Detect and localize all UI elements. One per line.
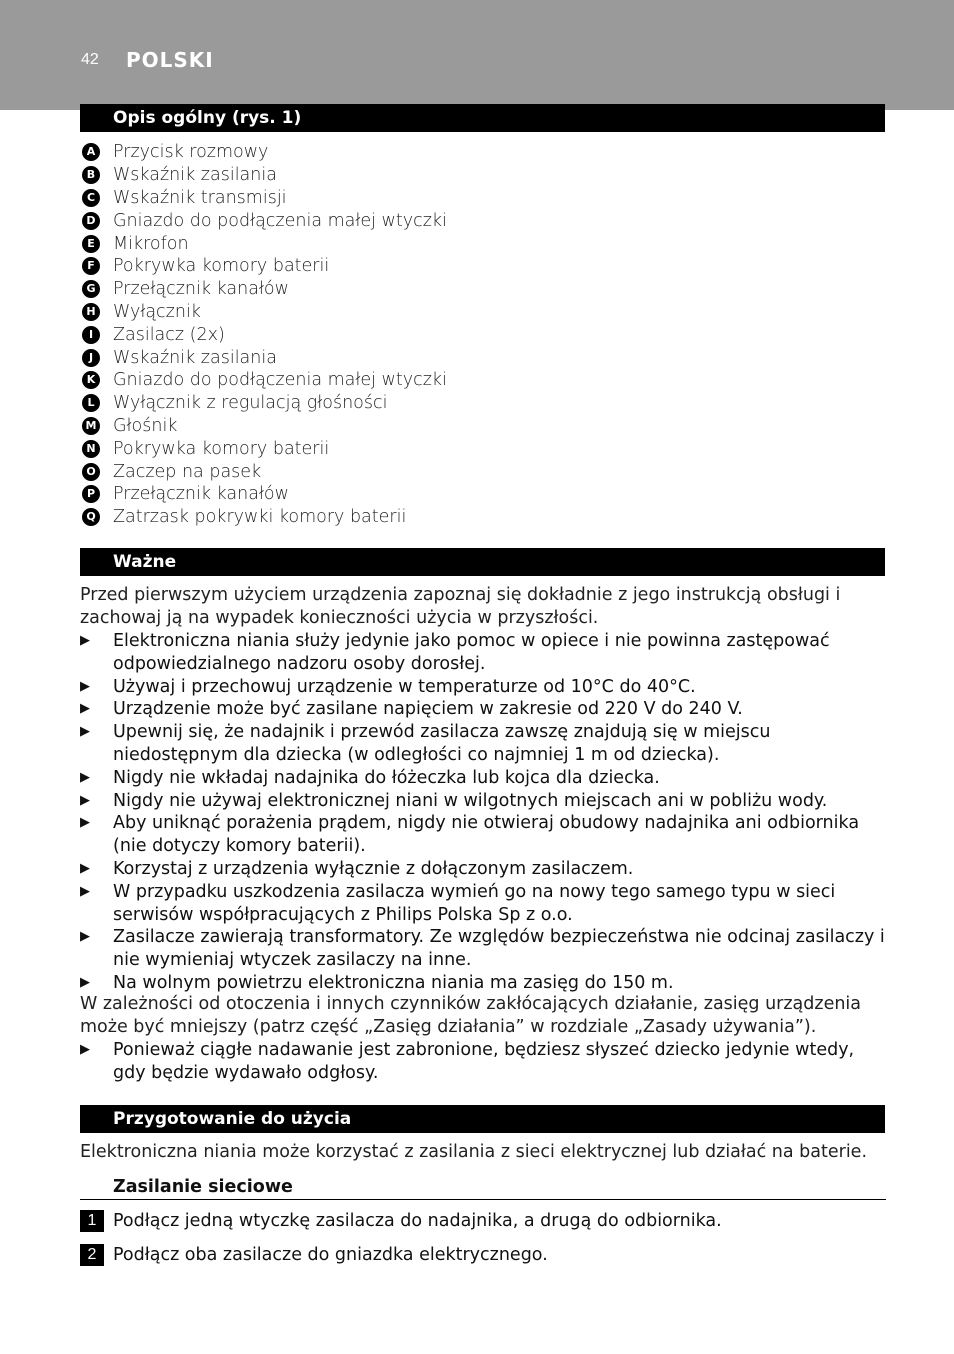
- safety-bullet-list: [80, 630, 888, 995]
- legend-item: [82, 164, 882, 187]
- bullet-arrow-icon: ▶: [80, 701, 90, 717]
- section-heading-preparation: Przygotowanie do użycia: [80, 1105, 885, 1133]
- step-1: [80, 1210, 886, 1232]
- legend-letter-badge: E: [82, 235, 100, 253]
- bullet-arrow-icon: ▶: [80, 1042, 90, 1057]
- legend-label: Zasilacz (2x): [113, 324, 225, 345]
- legend-label: Zatrzask pokrywki komory baterii: [113, 507, 407, 528]
- legend-letter-badge: P: [82, 485, 100, 503]
- legend-item: [82, 301, 882, 324]
- legend-label: Pokrywka komory baterii: [113, 438, 330, 459]
- legend-letter-badge: L: [82, 394, 100, 412]
- legend-label: Gniazdo do podłączenia małej wtyczki: [113, 370, 447, 391]
- subheading-mains-power: Zasilanie sieciowe: [80, 1176, 886, 1200]
- legend-letter-badge: O: [82, 463, 100, 481]
- list-item: [80, 721, 888, 767]
- legend-letter-badge: D: [82, 212, 100, 230]
- legend-item: [82, 141, 882, 164]
- list-item: [80, 790, 888, 813]
- list-item: [80, 858, 888, 881]
- step-text: Podłącz oba zasilacze do gniazdka elektrycznego.: [113, 1245, 548, 1265]
- bullet-arrow-icon: ▶: [80, 769, 90, 785]
- bullet-arrow-icon: ▶: [80, 815, 90, 831]
- step-number-badge: 1: [80, 1210, 104, 1232]
- important-intro: Przed pierwszym użyciem urządzenia zapoznaj się dokładnie z jego instrukcją obsługi i zachowaj ją na wypadek konieczności użycia w przyszłości.: [80, 585, 841, 628]
- bullet-text: Używaj i przechowuj urządzenie w temperaturze od 10°C do 40°C.: [113, 676, 696, 697]
- bullet-text: Aby uniknąć porażenia prądem, nigdy nie otwieraj obudowy nadajnika ani odbiornika (nie dotyczy komory baterii).: [113, 813, 860, 857]
- step-text: Podłącz jedną wtyczkę zasilacza do nadajnika, a drugą do odbiornika.: [113, 1211, 722, 1231]
- legend-label: Pokrywka komory baterii: [113, 256, 330, 277]
- legend-item: [82, 437, 882, 460]
- legend-item: [82, 460, 882, 483]
- bullet-arrow-icon: ▶: [80, 678, 90, 694]
- legend-letter-badge: Q: [82, 508, 100, 526]
- language-heading: POLSKI: [126, 48, 214, 72]
- legend-item: [82, 278, 882, 301]
- list-item: [80, 767, 888, 790]
- bullet-arrow-icon: ▶: [80, 929, 90, 945]
- legend-letter-badge: B: [82, 166, 100, 184]
- final-bullet-list: [80, 1039, 888, 1085]
- section-heading-important: Ważne: [80, 548, 885, 576]
- bullet-text: Nigdy nie wkładaj nadajnika do łóżeczka lub kojca dla dziecka.: [113, 767, 660, 788]
- bullet-arrow-icon: ▶: [80, 860, 90, 876]
- list-item: [80, 881, 888, 927]
- legend-letter-badge: F: [82, 257, 100, 275]
- legend-letter-badge: G: [82, 280, 100, 298]
- legend-label: Przełącznik kanałów: [113, 279, 289, 300]
- legend-letter-badge: H: [82, 303, 100, 321]
- legend-letter-badge: J: [82, 349, 100, 367]
- bullet-text: Upewnij się, że nadajnik i przewód zasilacza zawszę znajdują się w miejscu niedostępnym dla dziecka (w odległości co najmniej 1 m od dziecka).: [113, 722, 771, 765]
- legend-item: [82, 506, 882, 529]
- legend-item: [82, 187, 882, 210]
- bullet-text: W przypadku uszkodzenia zasilacza wymień go na nowy tego samego typu w sieci serwisów współpracujących z Philips Polska Sp z o.o.: [113, 881, 836, 925]
- legend-label: Wyłącznik z regulacją głośności: [113, 393, 388, 414]
- legend-item: [82, 483, 882, 506]
- list-item: [80, 1039, 888, 1085]
- bullet-arrow-icon: ▶: [80, 883, 90, 899]
- legend-label: Zaczep na pasek: [113, 461, 262, 482]
- legend-item: [82, 255, 882, 278]
- legend-label: Przełącznik kanałów: [113, 484, 289, 505]
- step-2: [80, 1244, 886, 1266]
- legend-item: [82, 369, 882, 392]
- section-heading-overview: Opis ogólny (rys. 1): [80, 104, 885, 132]
- bullet-arrow-icon: ▶: [80, 633, 90, 648]
- list-item: [80, 630, 888, 676]
- page-number: 42: [81, 51, 99, 68]
- legend-item: [82, 346, 882, 369]
- list-item: [80, 812, 888, 858]
- list-item: [80, 698, 888, 721]
- bullet-text: Elektroniczna niania służy jedynie jako pomoc w opiece i nie powinna zastępować odpowiedzialnego nadzoru osoby dorosłej.: [113, 631, 830, 674]
- legend-label: Głośnik: [113, 415, 178, 436]
- bullet-text: Ponieważ ciągłe nadawanie jest zabronione, będziesz słyszeć dziecko jedynie wtedy, gdy będzie wydawało odgłosy.: [113, 1040, 855, 1083]
- preparation-intro: Elektroniczna niania może korzystać z zasilania z sieci elektrycznej lub działać na baterie.: [80, 1142, 868, 1162]
- legend-label: Gniazdo do podłączenia małej wtyczki: [113, 210, 447, 231]
- bullet-text: Na wolnym powietrzu elektroniczna niania ma zasięg do 150 m.: [113, 972, 674, 993]
- page-header-band: [0, 0, 954, 110]
- bullet-text: Nigdy nie używaj elektronicznej niani w wilgotnych miejscach ani w pobliżu wody.: [113, 790, 828, 811]
- legend-label: Wskaźnik zasilania: [113, 165, 277, 186]
- bullet-text: Urządzenie może być zasilane napięciem w zakresie od 220 V do 240 V.: [113, 699, 743, 720]
- legend-item: [82, 209, 882, 232]
- legend-label: Mikrofon: [113, 233, 189, 254]
- legend-label: Wyłącznik: [113, 301, 201, 322]
- step-number-badge: 2: [80, 1244, 104, 1266]
- bullet-text: Zasilacze zawierają transformatory. Ze względów bezpieczeństwa nie odcinaj zasilaczy i nie wymieniaj wtyczek zasilaczy na inne.: [113, 927, 885, 971]
- legend-letter-badge: C: [82, 189, 100, 207]
- legend-letter-badge: N: [82, 440, 100, 458]
- bullet-arrow-icon: ▶: [80, 974, 90, 990]
- legend-label: Wskaźnik zasilania: [113, 347, 277, 368]
- list-item: [80, 972, 888, 995]
- legend-item: [82, 392, 882, 415]
- legend-item: [82, 232, 882, 255]
- legend-letter-badge: K: [82, 371, 100, 389]
- bullet-text: Korzystaj z urządzenia wyłącznie z dołączonym zasilaczem.: [113, 858, 634, 879]
- legend-label: Przycisk rozmowy: [113, 142, 269, 163]
- legend-item: [82, 415, 882, 438]
- list-item: [80, 676, 888, 699]
- legend-label: Wskaźnik transmisji: [113, 187, 287, 208]
- range-note: W zależności od otoczenia i innych czynników zakłócających działanie, zasięg urządzenia może być mniejszy (patrz część „Zasięg działania” w rozdziale „Zasady używania”).: [80, 994, 862, 1037]
- legend-letter-badge: M: [82, 417, 100, 435]
- parts-legend: [82, 141, 882, 529]
- bullet-arrow-icon: ▶: [80, 724, 90, 740]
- list-item: [80, 926, 888, 972]
- bullet-arrow-icon: ▶: [80, 792, 90, 808]
- legend-letter-badge: I: [82, 326, 100, 344]
- legend-item: [82, 323, 882, 346]
- legend-letter-badge: A: [82, 143, 100, 161]
